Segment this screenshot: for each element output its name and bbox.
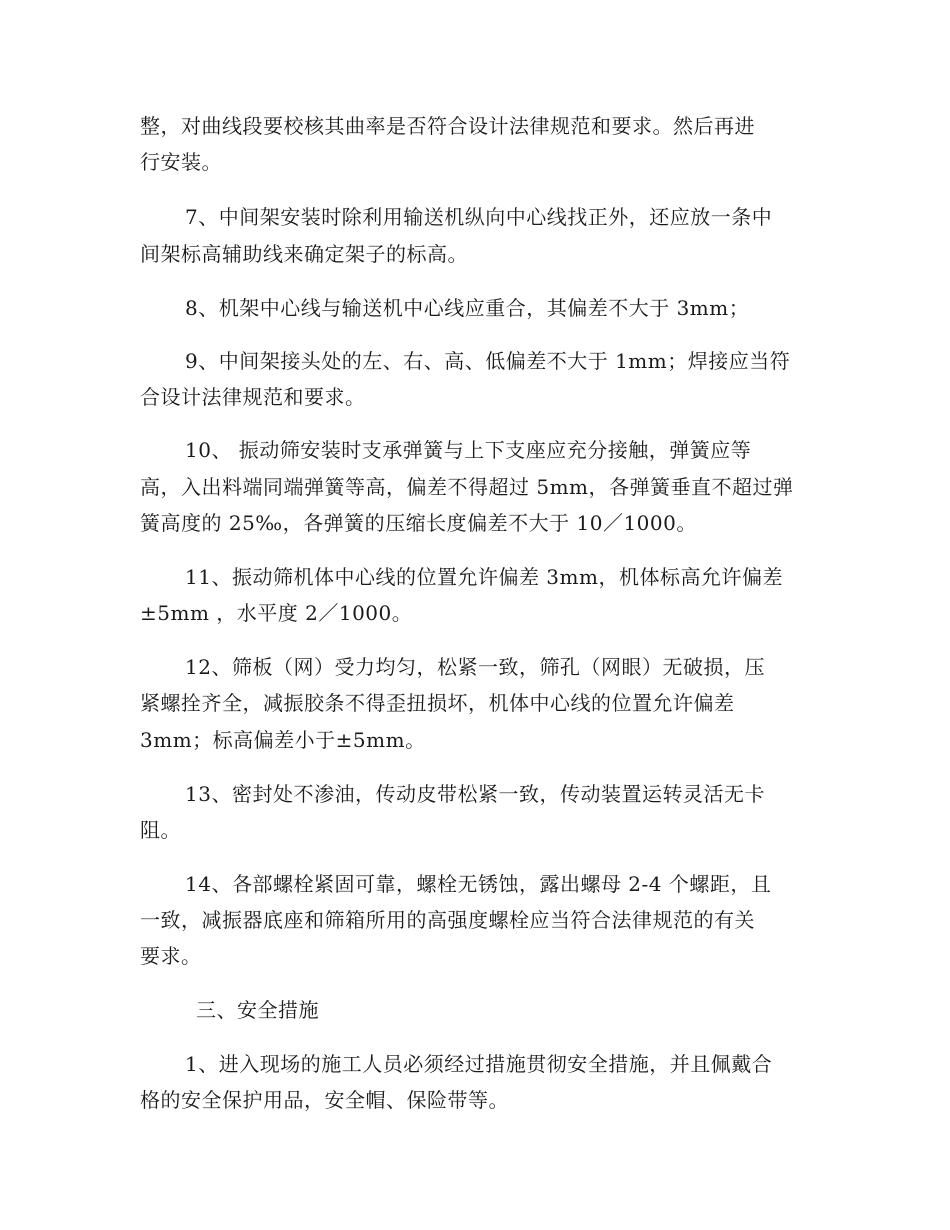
text-line: 9、中间架接头处的左、右、高、低偏差不大于 1mm；焊接应当符 <box>185 349 791 373</box>
text-line: 一致，减振器底座和筛箱所用的高强度螺栓应当符合法律规范的有关 <box>140 908 755 932</box>
text-line: 簧高度的 25‰，各弹簧的压缩长度偏差不大于 10／1000。 <box>140 511 697 535</box>
section-heading: 三、安全措施 <box>196 998 319 1022</box>
text-line: 整，对曲线段要校核其曲率是否符合设计法律规范和要求。然后再进 <box>140 114 755 138</box>
text-line: 3mm；标高偏差小于±5mm。 <box>140 728 426 752</box>
text-line: 12、筛板（网）受力均匀，松紧一致，筛孔（网眼）无破损，压 <box>185 655 765 679</box>
text-line: 1、进入现场的施工人员必须经过措施贯彻安全措施，并且佩戴合 <box>185 1052 773 1076</box>
text-line: 高，入出料端同端弹簧等高，偏差不得超过 5mm，各弹簧垂直不超过弹 <box>140 475 794 499</box>
text-line: 8、机架中心线与输送机中心线应重合，其偏差不大于 3mm； <box>185 296 750 320</box>
text-line: 14、各部螺栓紧固可靠，螺栓无锈蚀，露出螺母 2-4 个螺距，且 <box>185 872 772 896</box>
text-line: 13、密封处不渗油，传动皮带松紧一致，传动装置运转灵活无卡 <box>185 782 765 806</box>
text-line: 格的安全保护用品，安全帽、保险带等。 <box>140 1088 509 1112</box>
text-line: 阻。 <box>140 818 181 842</box>
text-line: 要求。 <box>140 944 202 968</box>
text-line: 紧螺拴齐全，减振胶条不得歪扭损坏，机体中心线的位置允许偏差 <box>140 691 735 715</box>
text-line: 合设计法律规范和要求。 <box>140 385 366 409</box>
text-line: 10、 振动筛安装时支承弹簧与上下支座应充分接触，弹簧应等 <box>185 438 752 462</box>
text-line: 11、振动筛机体中心线的位置允许偏差 3mm，机体标高允许偏差 <box>185 565 783 589</box>
text-line: 间架标高辅助线来确定架子的标高。 <box>140 242 468 266</box>
text-line: 7、中间架安装时除利用输送机纵向中心线找正外，还应放一条中 <box>185 205 773 229</box>
text-line: 行安装。 <box>140 150 222 174</box>
text-line: ±5mm ，水平度 2／1000。 <box>140 601 413 625</box>
